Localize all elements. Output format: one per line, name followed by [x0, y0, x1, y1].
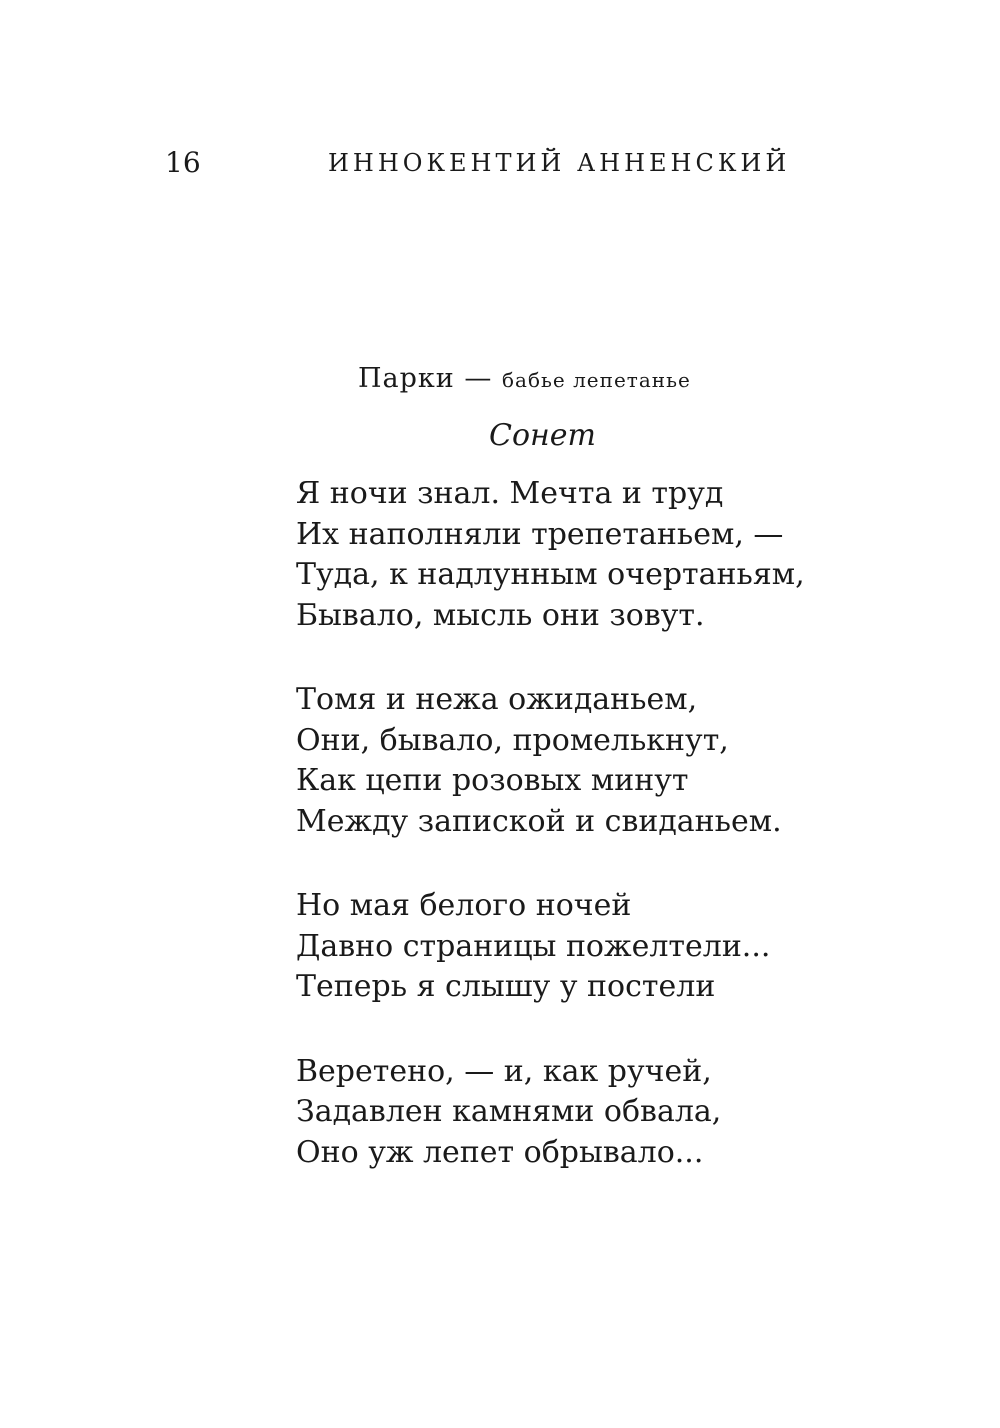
poem-line: Оно уж лепет обрывало... — [296, 1134, 704, 1170]
poem-line: Как цепи розовых минут — [296, 763, 689, 798]
poem-line: Туда, к надлунным очертаньям, — [296, 557, 805, 592]
poem-line: Теперь я слышу у постели — [296, 969, 716, 1004]
poem-line: Но мая белого ночей — [296, 888, 632, 923]
poem-body — [296, 474, 816, 1217]
stanza-3 — [296, 886, 816, 1008]
poem-title-dash: — — [454, 363, 502, 394]
poem-title — [358, 362, 691, 397]
running-head-author: ИННОКЕНТИЙ АННЕНСКИЙ — [328, 149, 791, 177]
poem-line: Задавлен камнями обвала, — [296, 1094, 722, 1129]
poem-line: Между запиской и свиданьем. — [296, 803, 782, 839]
poem-line: Они, бывало, промелькнут, — [296, 722, 729, 758]
stanza-4 — [296, 1052, 816, 1174]
poem-title-main: Парки — [358, 363, 455, 394]
poem-line: Я ночи знал. Мечта и труд — [296, 476, 724, 511]
poem-line: Давно страницы пожелтели... — [296, 928, 771, 964]
stanza-1 — [296, 474, 816, 636]
poem-line: Бывало, мысль они зовут. — [296, 597, 705, 633]
page-number: 16 — [165, 146, 201, 179]
stanza-2 — [296, 680, 816, 842]
poem-line: Томя и нежа ожиданьем, — [296, 682, 698, 717]
poem-subtitle: Сонет — [489, 418, 596, 453]
poem-title-rest: бабье лепетанье — [501, 368, 691, 392]
poem-line: Веретено, — и, как ручей, — [296, 1053, 712, 1089]
poem-line: Их наполняли трепетаньем, — — [296, 516, 784, 552]
